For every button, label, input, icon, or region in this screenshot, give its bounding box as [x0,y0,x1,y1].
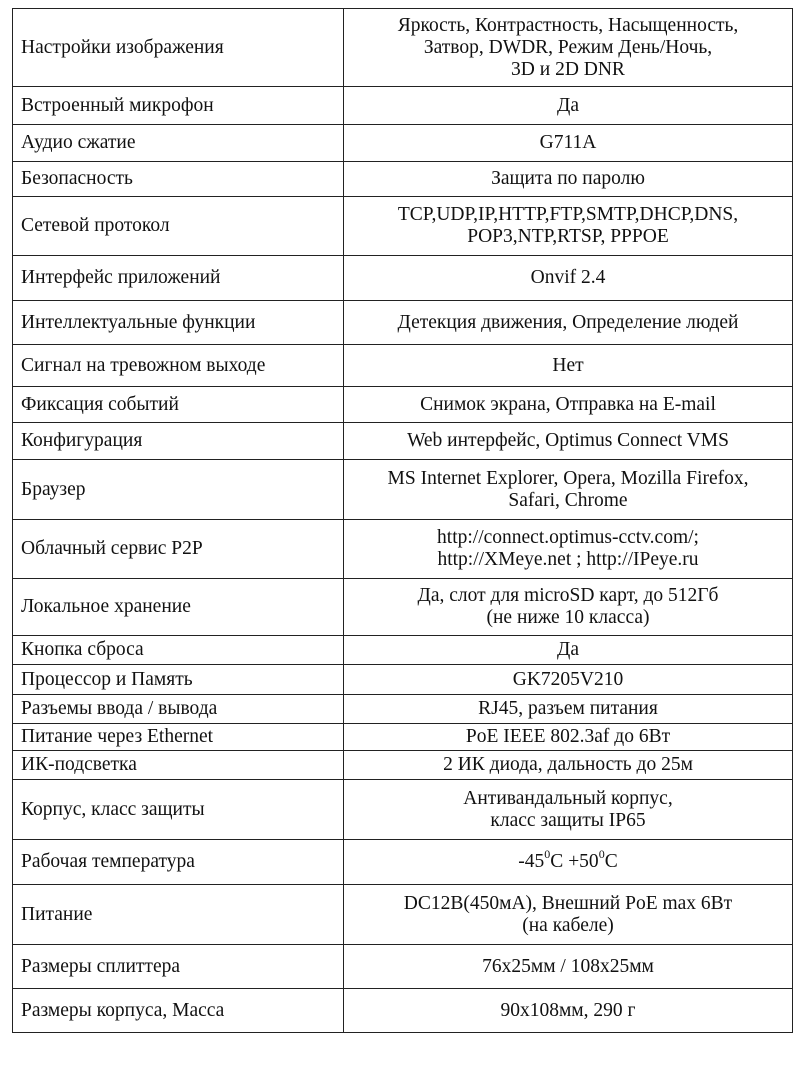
row-label: Браузер [13,460,344,520]
table-row [13,345,793,387]
row-label: Сетевой протокол [13,197,344,256]
row-value: TCP,UDP,IP,HTTP,FTP,SMTP,DHCP,DNS, POP3,NTP,RTSP, PPPOE [344,197,793,256]
row-value: RJ45, разъем питания [344,695,793,724]
table-row [13,301,793,345]
row-value: MS Internet Explorer, Opera, Mozilla Firefox, Safari, Chrome [344,460,793,520]
table-row [13,423,793,460]
row-value: 2 ИК диода, дальность до 25м [344,751,793,780]
row-value: Нет [344,345,793,387]
row-value: Onvif 2.4 [344,256,793,301]
row-value: Да [344,636,793,665]
temperature-value [344,840,793,885]
table-row [13,460,793,520]
row-value: 76х25мм / 108х25мм [344,945,793,989]
row-label: Разъемы ввода / вывода [13,695,344,724]
row-value: Web интерфейс, Optimus Connect VMS [344,423,793,460]
degree-mark: 0 [598,846,605,861]
row-label: Аудио сжатие [13,125,344,162]
table-row [13,256,793,301]
table-row [13,780,793,840]
row-label: Встроенный микрофон [13,87,344,125]
row-label: Размеры сплиттера [13,945,344,989]
row-value: PoE IEEE 802.3af до 6Вт [344,724,793,751]
row-value: G711A [344,125,793,162]
row-label: Корпус, класс защиты [13,780,344,840]
row-value: DC12В(450мА), Внешний PoE max 6Вт (на кабеле) [344,885,793,945]
temp-unit: C [604,851,618,872]
table-row [13,125,793,162]
temp-low: -45 [518,851,545,872]
table-row [13,87,793,125]
table-row [13,665,793,695]
temp-unit: C [550,851,564,872]
row-label: Конфигурация [13,423,344,460]
row-value: GK7205V210 [344,665,793,695]
table-row [13,9,793,87]
table-row [13,724,793,751]
row-value: Да, слот для microSD карт, до 512Гб (не ниже 10 класса) [344,579,793,636]
row-label: Питание [13,885,344,945]
row-label: Фиксация событий [13,387,344,423]
table-row [13,197,793,256]
table-row [13,695,793,724]
table-row [13,162,793,197]
row-label: Сигнал на тревожном выходе [13,345,344,387]
table-row [13,387,793,423]
degree-mark: 0 [544,846,551,861]
row-label: Облачный сервис P2P [13,520,344,579]
table-row [13,579,793,636]
row-label: Интеллектуальные функции [13,301,344,345]
row-value: Яркость, Контрастность, Насыщенность, Затвор, DWDR, Режим День/Ночь, 3D и 2D DNR [344,9,793,87]
row-label: Процессор и Память [13,665,344,695]
row-value: 90х108мм, 290 г [344,989,793,1033]
row-value: Защита по паролю [344,162,793,197]
row-label: Интерфейс приложений [13,256,344,301]
row-value: Снимок экрана, Отправка на E-mail [344,387,793,423]
spec-table [12,8,793,1033]
row-label: Безопасность [13,162,344,197]
row-value: http://connect.optimus-cctv.com/; http://XMeye.net ; http://IPeye.ru [344,520,793,579]
row-label: Питание через Ethernet [13,724,344,751]
row-label: Кнопка сброса [13,636,344,665]
table-row [13,945,793,989]
row-value: Да [344,87,793,125]
temp-high: +50 [568,851,599,872]
table-row [13,751,793,780]
row-value: Детекция движения, Определение людей [344,301,793,345]
row-label: Размеры корпуса, Масса [13,989,344,1033]
row-label: Настройки изображения [13,9,344,87]
row-label: Рабочая температура [13,840,344,885]
row-label: Локальное хранение [13,579,344,636]
table-row [13,636,793,665]
table-row [13,520,793,579]
row-label: ИК-подсветка [13,751,344,780]
table-row [13,989,793,1033]
row-value: Антивандальный корпус, класс защиты IP65 [344,780,793,840]
table-row [13,885,793,945]
table-row [13,840,793,885]
